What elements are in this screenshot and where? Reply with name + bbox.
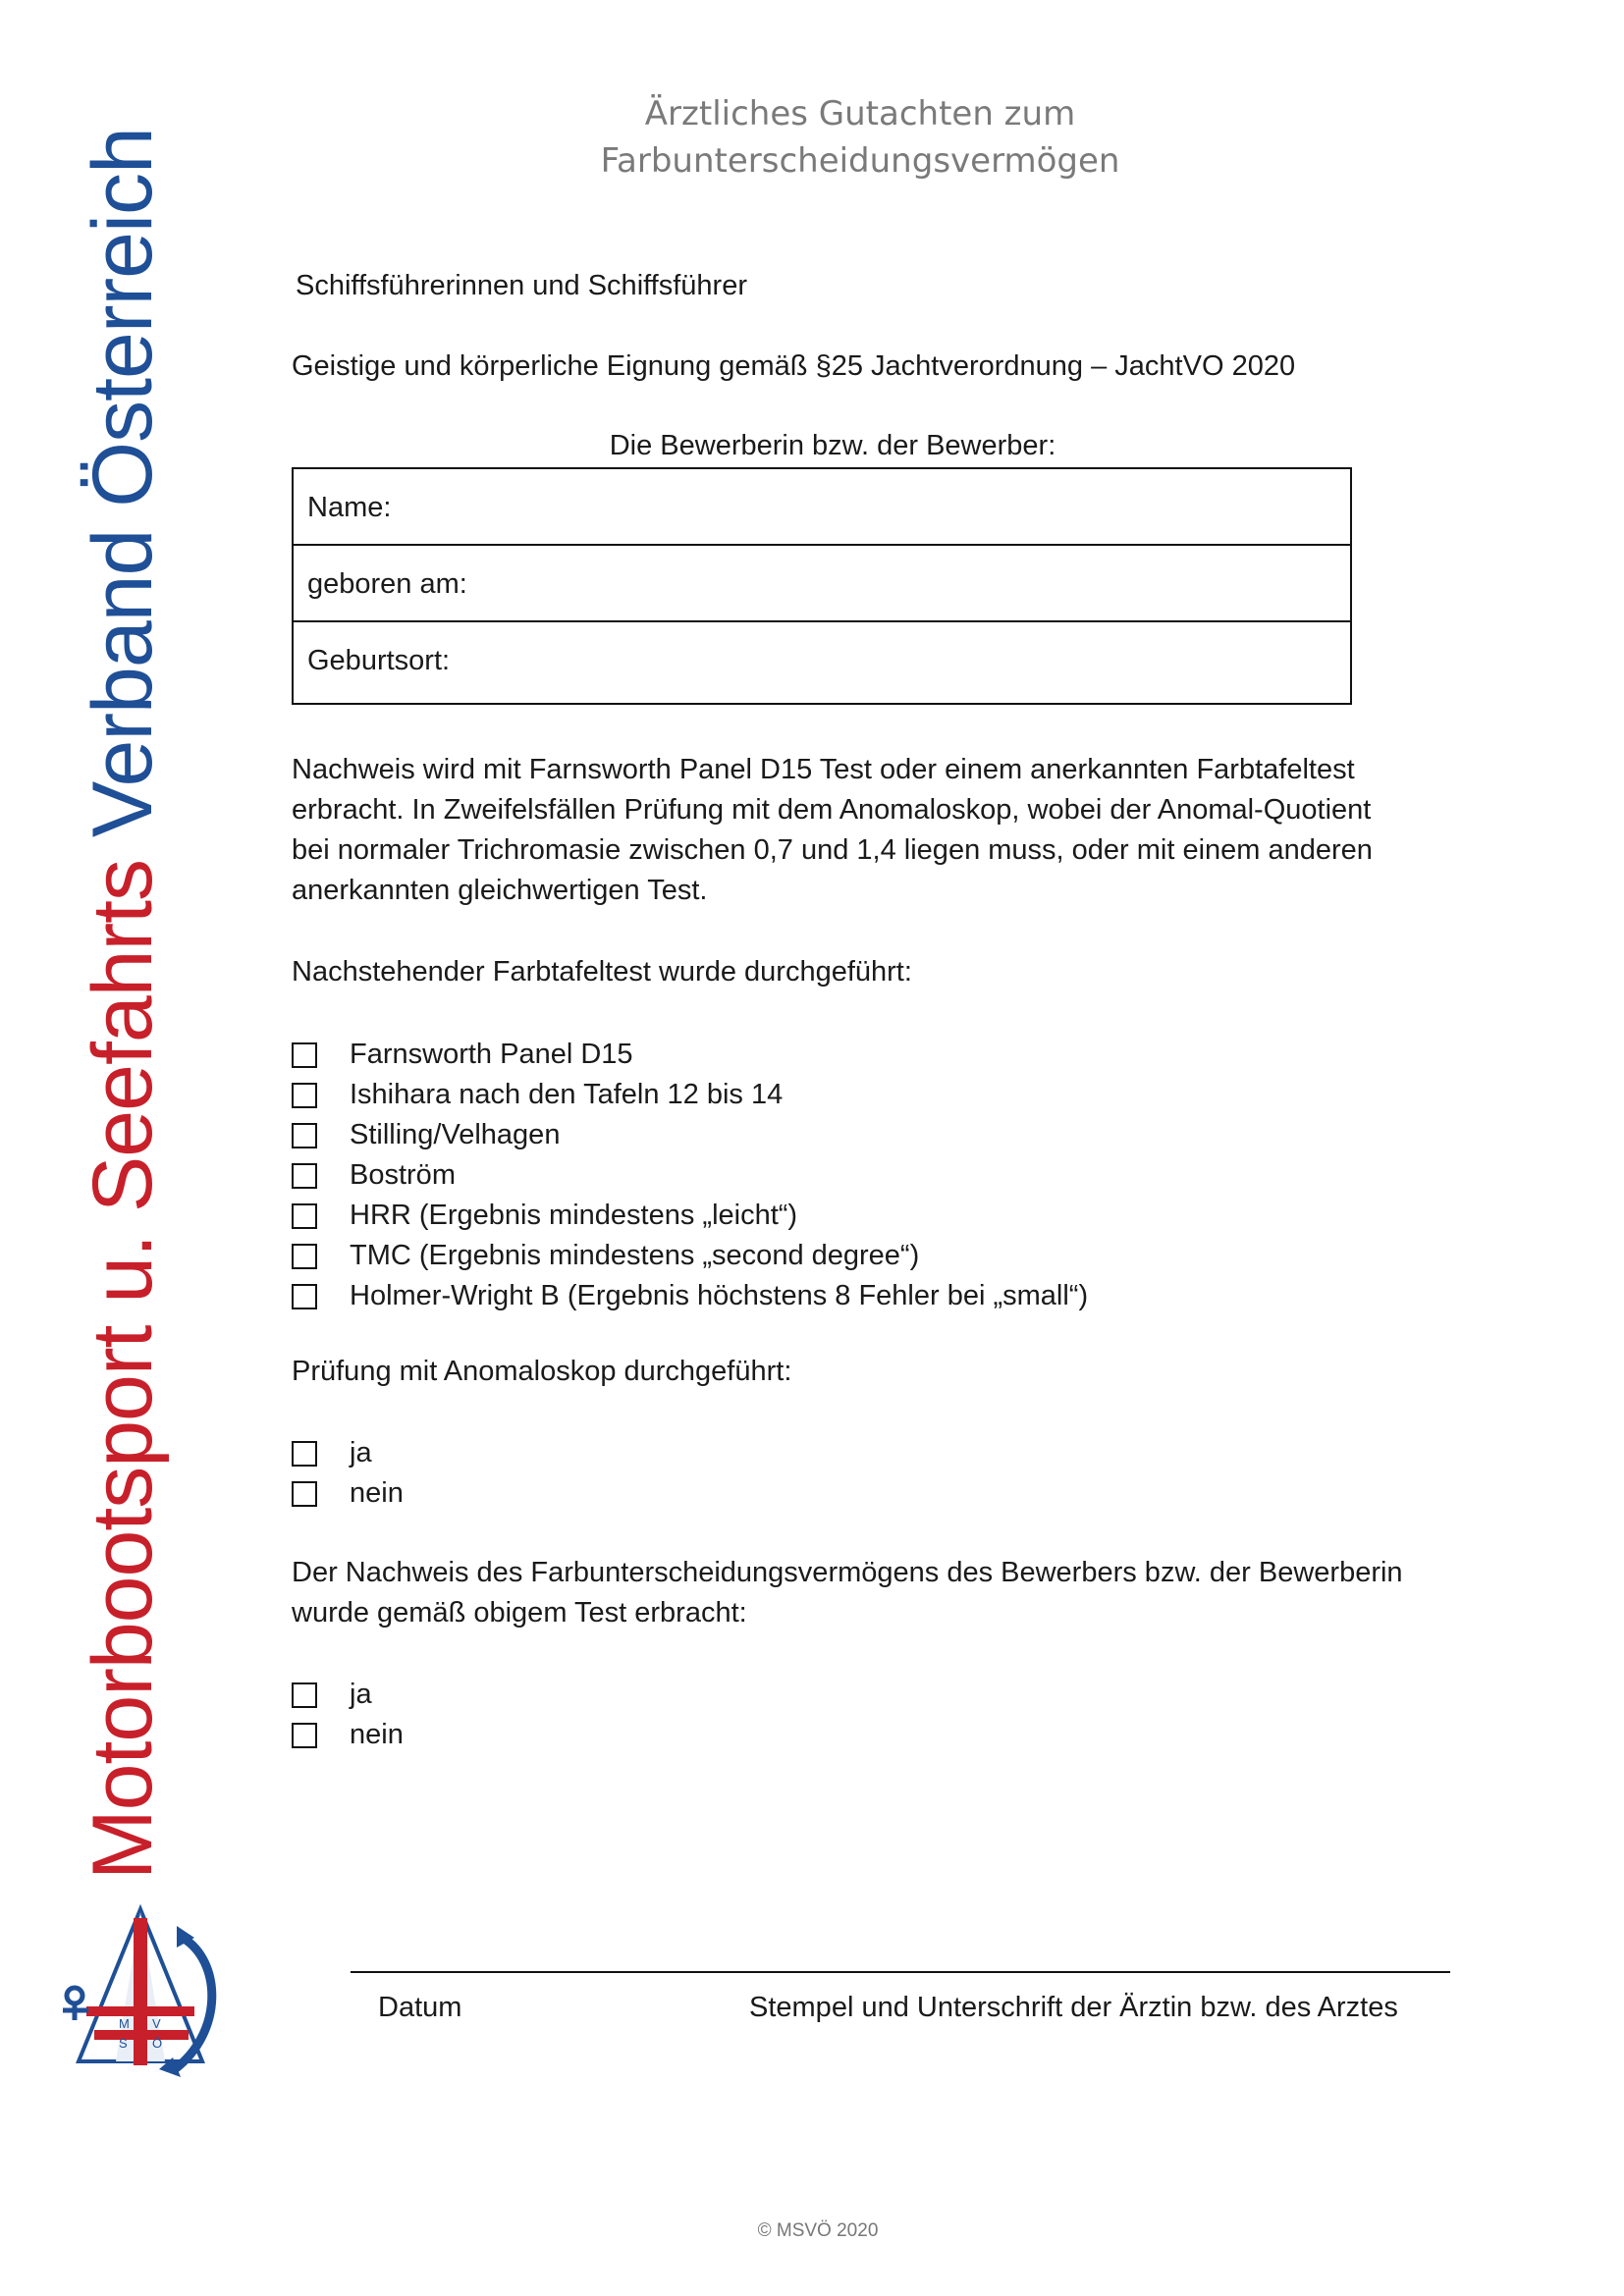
checkbox[interactable] bbox=[292, 1723, 317, 1748]
name-label: Name: bbox=[307, 492, 392, 523]
test-option-tmc bbox=[292, 1236, 1088, 1276]
org-name-part-3: Verband Österreich bbox=[76, 128, 170, 860]
option-label: Stilling/Velhagen bbox=[350, 1119, 561, 1150]
logo-letter-oe: Ö bbox=[152, 2036, 163, 2051]
result-options bbox=[292, 1675, 404, 1755]
test-option-farnsworth bbox=[292, 1035, 1088, 1075]
org-name-part-2: Seefahrts bbox=[76, 859, 170, 1213]
option-label: HRR (Ergebnis mindestens „leicht“) bbox=[350, 1200, 798, 1231]
option-label: Boström bbox=[350, 1159, 456, 1191]
checkbox[interactable] bbox=[292, 1163, 317, 1189]
result-yes bbox=[292, 1675, 404, 1715]
checkbox[interactable] bbox=[292, 1203, 317, 1229]
test-options-list bbox=[292, 1035, 1088, 1316]
checkbox[interactable] bbox=[292, 1244, 317, 1269]
test-option-stilling bbox=[292, 1115, 1088, 1155]
birthdate-row[interactable] bbox=[294, 546, 1350, 622]
stamp-signature-label: Stempel und Unterschrift der Ärztin bzw. des Arztes bbox=[749, 1992, 1398, 2023]
signature-line[interactable] bbox=[351, 1971, 1450, 1973]
test-option-bostroem bbox=[292, 1155, 1088, 1196]
result-line-1: Der Nachweis des Farbunterscheidungsvermögens des Bewerbers bzw. der Bewerberin bbox=[292, 1557, 1403, 1588]
organization-name-vertical bbox=[69, 128, 177, 1880]
option-label: nein bbox=[350, 1477, 404, 1509]
result-statement bbox=[292, 1553, 1470, 1633]
option-label: TMC (Ergebnis mindestens „second degree“) bbox=[350, 1240, 920, 1271]
birthplace-label: Geburtsort: bbox=[307, 645, 451, 676]
copyright-footer: © MSVÖ 2020 bbox=[757, 2220, 879, 2241]
result-line-2: wurde gemäß obigem Test erbracht: bbox=[292, 1597, 747, 1629]
option-label: Farnsworth Panel D15 bbox=[350, 1039, 633, 1070]
birthdate-label: geboren am: bbox=[307, 568, 467, 600]
date-label: Datum bbox=[378, 1992, 462, 2023]
applicant-table bbox=[292, 467, 1352, 705]
checkbox[interactable] bbox=[292, 1042, 317, 1068]
checkbox[interactable] bbox=[292, 1284, 317, 1309]
logo-letter-m: M bbox=[119, 2016, 130, 2031]
checkbox[interactable] bbox=[292, 1481, 317, 1507]
org-name-part-1: Motorbootsport u. bbox=[76, 1212, 170, 1880]
logo-letter-v: V bbox=[152, 2016, 161, 2031]
option-label: ja bbox=[350, 1679, 372, 1710]
birthplace-row[interactable] bbox=[294, 622, 1350, 701]
option-label: ja bbox=[350, 1437, 372, 1468]
test-option-holmer-wright bbox=[292, 1276, 1088, 1316]
option-label: Holmer-Wright B (Ergebnis höchstens 8 Fehler bei „small“) bbox=[350, 1280, 1089, 1311]
option-label: nein bbox=[350, 1719, 404, 1750]
checkbox[interactable] bbox=[292, 1682, 317, 1708]
anomaloscope-heading: Prüfung mit Anomaloskop durchgeführt: bbox=[292, 1356, 792, 1387]
checkbox[interactable] bbox=[292, 1083, 317, 1108]
test-option-hrr bbox=[292, 1196, 1088, 1236]
checkbox[interactable] bbox=[292, 1123, 317, 1148]
proof-line-1: Nachweis wird mit Farnsworth Panel D15 Test oder einem anerkannten Farbtafeltest bbox=[292, 754, 1355, 785]
logo-letter-s: S bbox=[119, 2036, 128, 2051]
checkbox[interactable] bbox=[292, 1441, 317, 1467]
anomaloscope-options bbox=[292, 1433, 404, 1514]
test-option-ishihara bbox=[292, 1075, 1088, 1115]
option-label: Ishihara nach den Tafeln 12 bis 14 bbox=[350, 1079, 784, 1110]
anomaloscope-no bbox=[292, 1473, 404, 1514]
applicant-heading: Die Bewerberin bzw. der Bewerber: bbox=[609, 430, 1056, 461]
anomaloscope-yes bbox=[292, 1433, 404, 1473]
target-audience: Schiffsführerinnen und Schiffsführer bbox=[296, 270, 747, 301]
name-row[interactable] bbox=[294, 469, 1350, 546]
proof-paragraph bbox=[292, 750, 1470, 911]
proof-line-3: bei normaler Trichromasie zwischen 0,7 und 1,4 liegen muss, oder mit einem anderen bbox=[292, 834, 1373, 866]
title-line-1: Ärztliches Gutachten zum bbox=[644, 94, 1076, 133]
result-no bbox=[292, 1715, 404, 1755]
legal-basis: Geistige und körperliche Eignung gemäß §25 Jachtverordnung – JachtVO 2020 bbox=[292, 350, 1296, 382]
proof-line-2: erbracht. In Zweifelsfällen Prüfung mit dem Anomaloskop, wobei der Anomal-Quotient bbox=[292, 794, 1372, 826]
title-line-2: Farbunterscheidungsvermögen bbox=[600, 141, 1120, 181]
tests-heading: Nachstehender Farbtafeltest wurde durchgeführt: bbox=[292, 956, 912, 988]
msvo-logo bbox=[57, 1904, 224, 2083]
document-title bbox=[0, 90, 1624, 185]
proof-line-4: anerkannten gleichwertigen Test. bbox=[292, 875, 708, 906]
